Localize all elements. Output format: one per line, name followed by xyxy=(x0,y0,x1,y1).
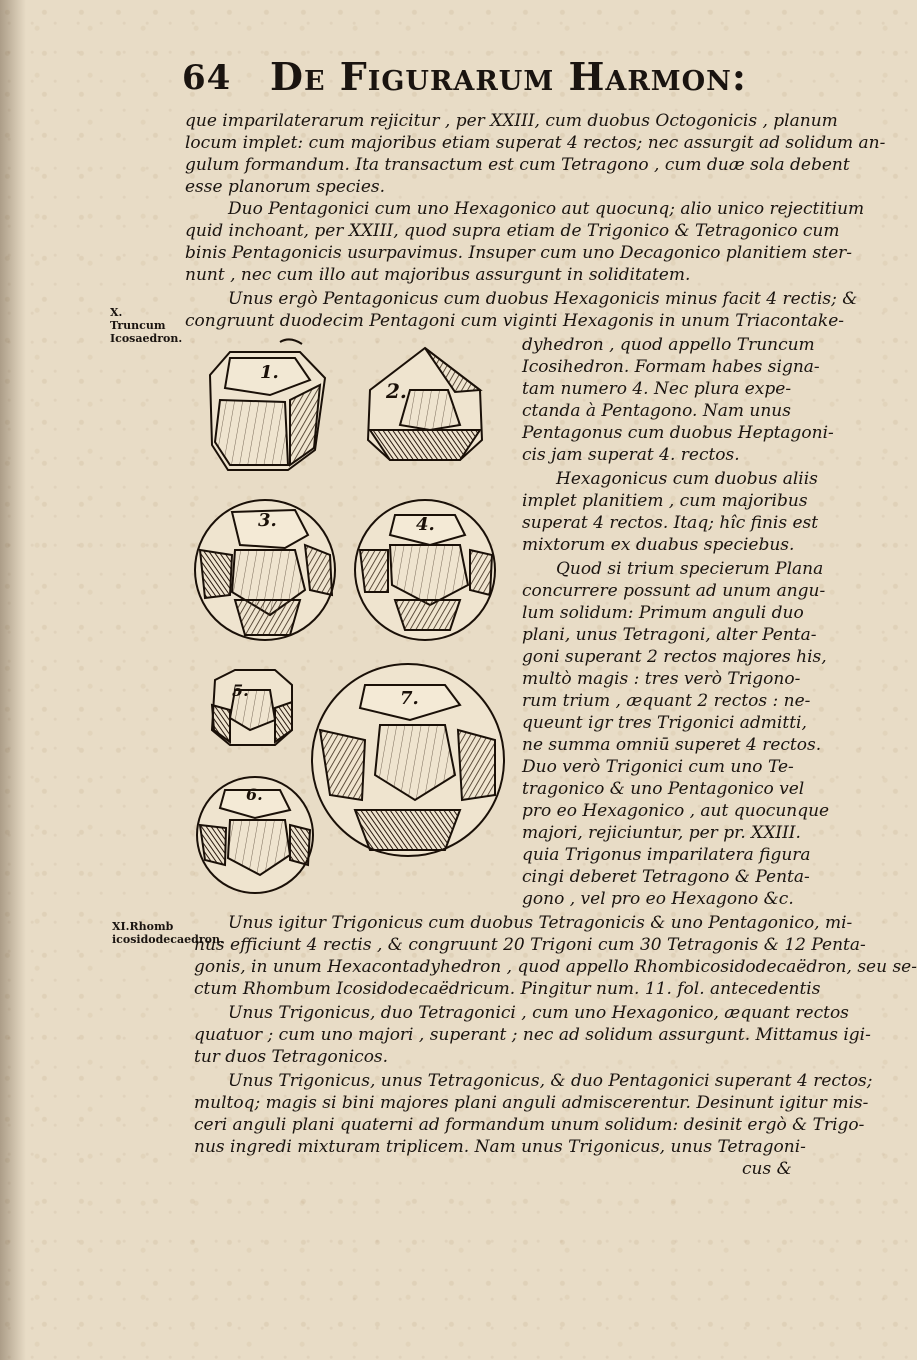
margin-note-truncum: X. Truncum Icosaedron. xyxy=(110,306,183,345)
body-line: gulum formandum. Ita transactum est cum Tetragono , cum duæ sola debent xyxy=(185,155,850,175)
figure-number-7: 7. xyxy=(400,688,419,709)
side-column-line: plani, unus Tetragoni, alter Penta- xyxy=(522,625,817,645)
polyhedron-5 xyxy=(212,670,292,745)
side-column-line: ne summa omniū superet 4 rectos. xyxy=(522,735,822,755)
side-column-line: Icosihedron. Formam habes signa- xyxy=(522,357,820,377)
side-column-line: concurrere possunt ad unum angu- xyxy=(522,581,826,601)
figure-number-6: 6. xyxy=(246,785,263,804)
body-line: nus efficiunt 4 rectis , & congruunt 20 Trigoni cum 30 Tetragonis & 12 Penta- xyxy=(194,935,866,955)
figure-number-4: 4. xyxy=(416,514,435,535)
body-line: ctum Rhombum Icosidodecaëdricum. Pingitur num. 11. fol. antecedentis xyxy=(194,979,821,999)
page-header xyxy=(182,52,747,104)
body-line: esse planorum species. xyxy=(185,177,386,197)
side-column-line: pro eo Hexagonico , aut quocunque xyxy=(522,801,830,821)
side-column-line: tragonico & uno Pentagonico vel xyxy=(522,779,805,799)
body-line: congruunt duodecim Pentagoni cum viginti Hexagonis in unum Triacontake- xyxy=(185,311,845,331)
side-column-line: Duo verò Trigonici cum uno Te- xyxy=(522,757,794,777)
body-line: Unus Trigonicus, unus Tetragonicus, & duo Pentagonici superant 4 rectos; xyxy=(228,1071,873,1091)
side-column-line: goni superant 2 rectos majores his, xyxy=(522,647,827,667)
side-column-line: Pentagonus cum duobus Heptagoni- xyxy=(522,423,834,443)
side-column-line: quia Trigonus imparilatera figura xyxy=(522,845,811,865)
side-column-line: Hexagonicus cum duobus aliis xyxy=(556,469,818,489)
running-title: De Figurarum Harmon: xyxy=(270,54,747,99)
body-line: quatuor ; cum uno majori , superant ; nec ad solidum assurgunt. Mittamus igi- xyxy=(194,1025,871,1045)
body-line: gonis, in unum Hexacontadyhedron , quod appello Rhombicosidodecaëdron, seu se- xyxy=(194,957,917,977)
side-column-line: multò magis : tres verò Trigono- xyxy=(522,669,801,689)
body-line: locum implet: cum majoribus etiam superat 4 rectos; nec assurgit ad solidum an- xyxy=(185,133,886,153)
body-line: nunt , nec cum illo aut majoribus assurgunt in soliditatem. xyxy=(185,265,691,285)
side-column-line: dyhedron , quod appello Truncum xyxy=(522,335,815,355)
polyhedra-figures xyxy=(190,330,520,905)
side-column-line: gono , vel pro eo Hexagono &c. xyxy=(522,889,794,909)
side-column-line: cis jam superat 4. rectos. xyxy=(522,445,740,465)
polyhedron-2 xyxy=(368,348,482,460)
side-column-line: implet planitiem , cum majoribus xyxy=(522,491,808,511)
body-line: ceri anguli plani quaterni ad formandum unum solidum: desinit ergò & Trigo- xyxy=(194,1115,865,1135)
body-line: nus ingredi mixturam triplicem. Nam unus Trigonicus, unus Tetragoni- xyxy=(194,1137,806,1157)
body-line: Unus igitur Trigonicus cum duobus Tetragonicis & uno Pentagonico, mi- xyxy=(228,913,853,933)
figure-number-5: 5. xyxy=(232,681,249,700)
body-line: tur duos Tetragonicos. xyxy=(194,1047,389,1067)
side-column-line: mixtorum ex duabus speciebus. xyxy=(522,535,795,555)
page-edge-shadow xyxy=(0,0,26,1360)
polyhedron-1 xyxy=(210,339,325,470)
side-column-line: ctanda à Pentagono. Nam unus xyxy=(522,401,791,421)
body-line: multoq; magis si bini majores plani anguli admiscerentur. Desinunt igitur mis- xyxy=(194,1093,869,1113)
body-line: Unus ergò Pentagonicus cum duobus Hexagonicis minus facit 4 rectis; & xyxy=(228,289,858,309)
side-column-line: Quod si trium specierum Plana xyxy=(556,559,824,579)
body-line: cus & xyxy=(742,1159,792,1179)
body-line: Duo Pentagonici cum uno Hexagonico aut quocunq; alio unico rejectitium xyxy=(228,199,865,219)
side-column-line: rum trium , æquant 2 rectos : ne- xyxy=(522,691,811,711)
side-column-line: tam numero 4. Nec plura expe- xyxy=(522,379,792,399)
side-column-line: majori, rejiciuntur, per pr. XXIII. xyxy=(522,823,801,843)
side-column-line: superat 4 rectos. Itaq; hîc finis est xyxy=(522,513,819,533)
side-column-line: queunt igr tres Trigonici admitti, xyxy=(522,713,807,733)
body-line: Unus Trigonicus, duo Tetragonici , cum uno Hexagonico, æquant rectos xyxy=(228,1003,849,1023)
body-line: binis Pentagonicis usurpavimus. Insuper cum uno Decagonico planitiem ster- xyxy=(185,243,853,263)
side-column-line: cingi deberet Tetragono & Penta- xyxy=(522,867,810,887)
body-line: que imparilaterarum rejicitur , per XXIII, cum duobus Octogonicis , planum xyxy=(185,111,838,131)
side-column-line: lum solidum: Primum anguli duo xyxy=(522,603,804,623)
figure-number-2: 2. xyxy=(386,379,407,403)
margin-note-rhombicosidodecaedron: XI.Rhomb icosidodecaedron. xyxy=(112,920,224,946)
figure-number-3: 3. xyxy=(258,510,277,531)
figure-number-1: 1. xyxy=(260,362,279,383)
page-number: 64 xyxy=(182,58,232,98)
body-line: quid inchoant, per XXIII, quod supra etiam de Trigonico & Tetragonico cum xyxy=(185,221,840,241)
